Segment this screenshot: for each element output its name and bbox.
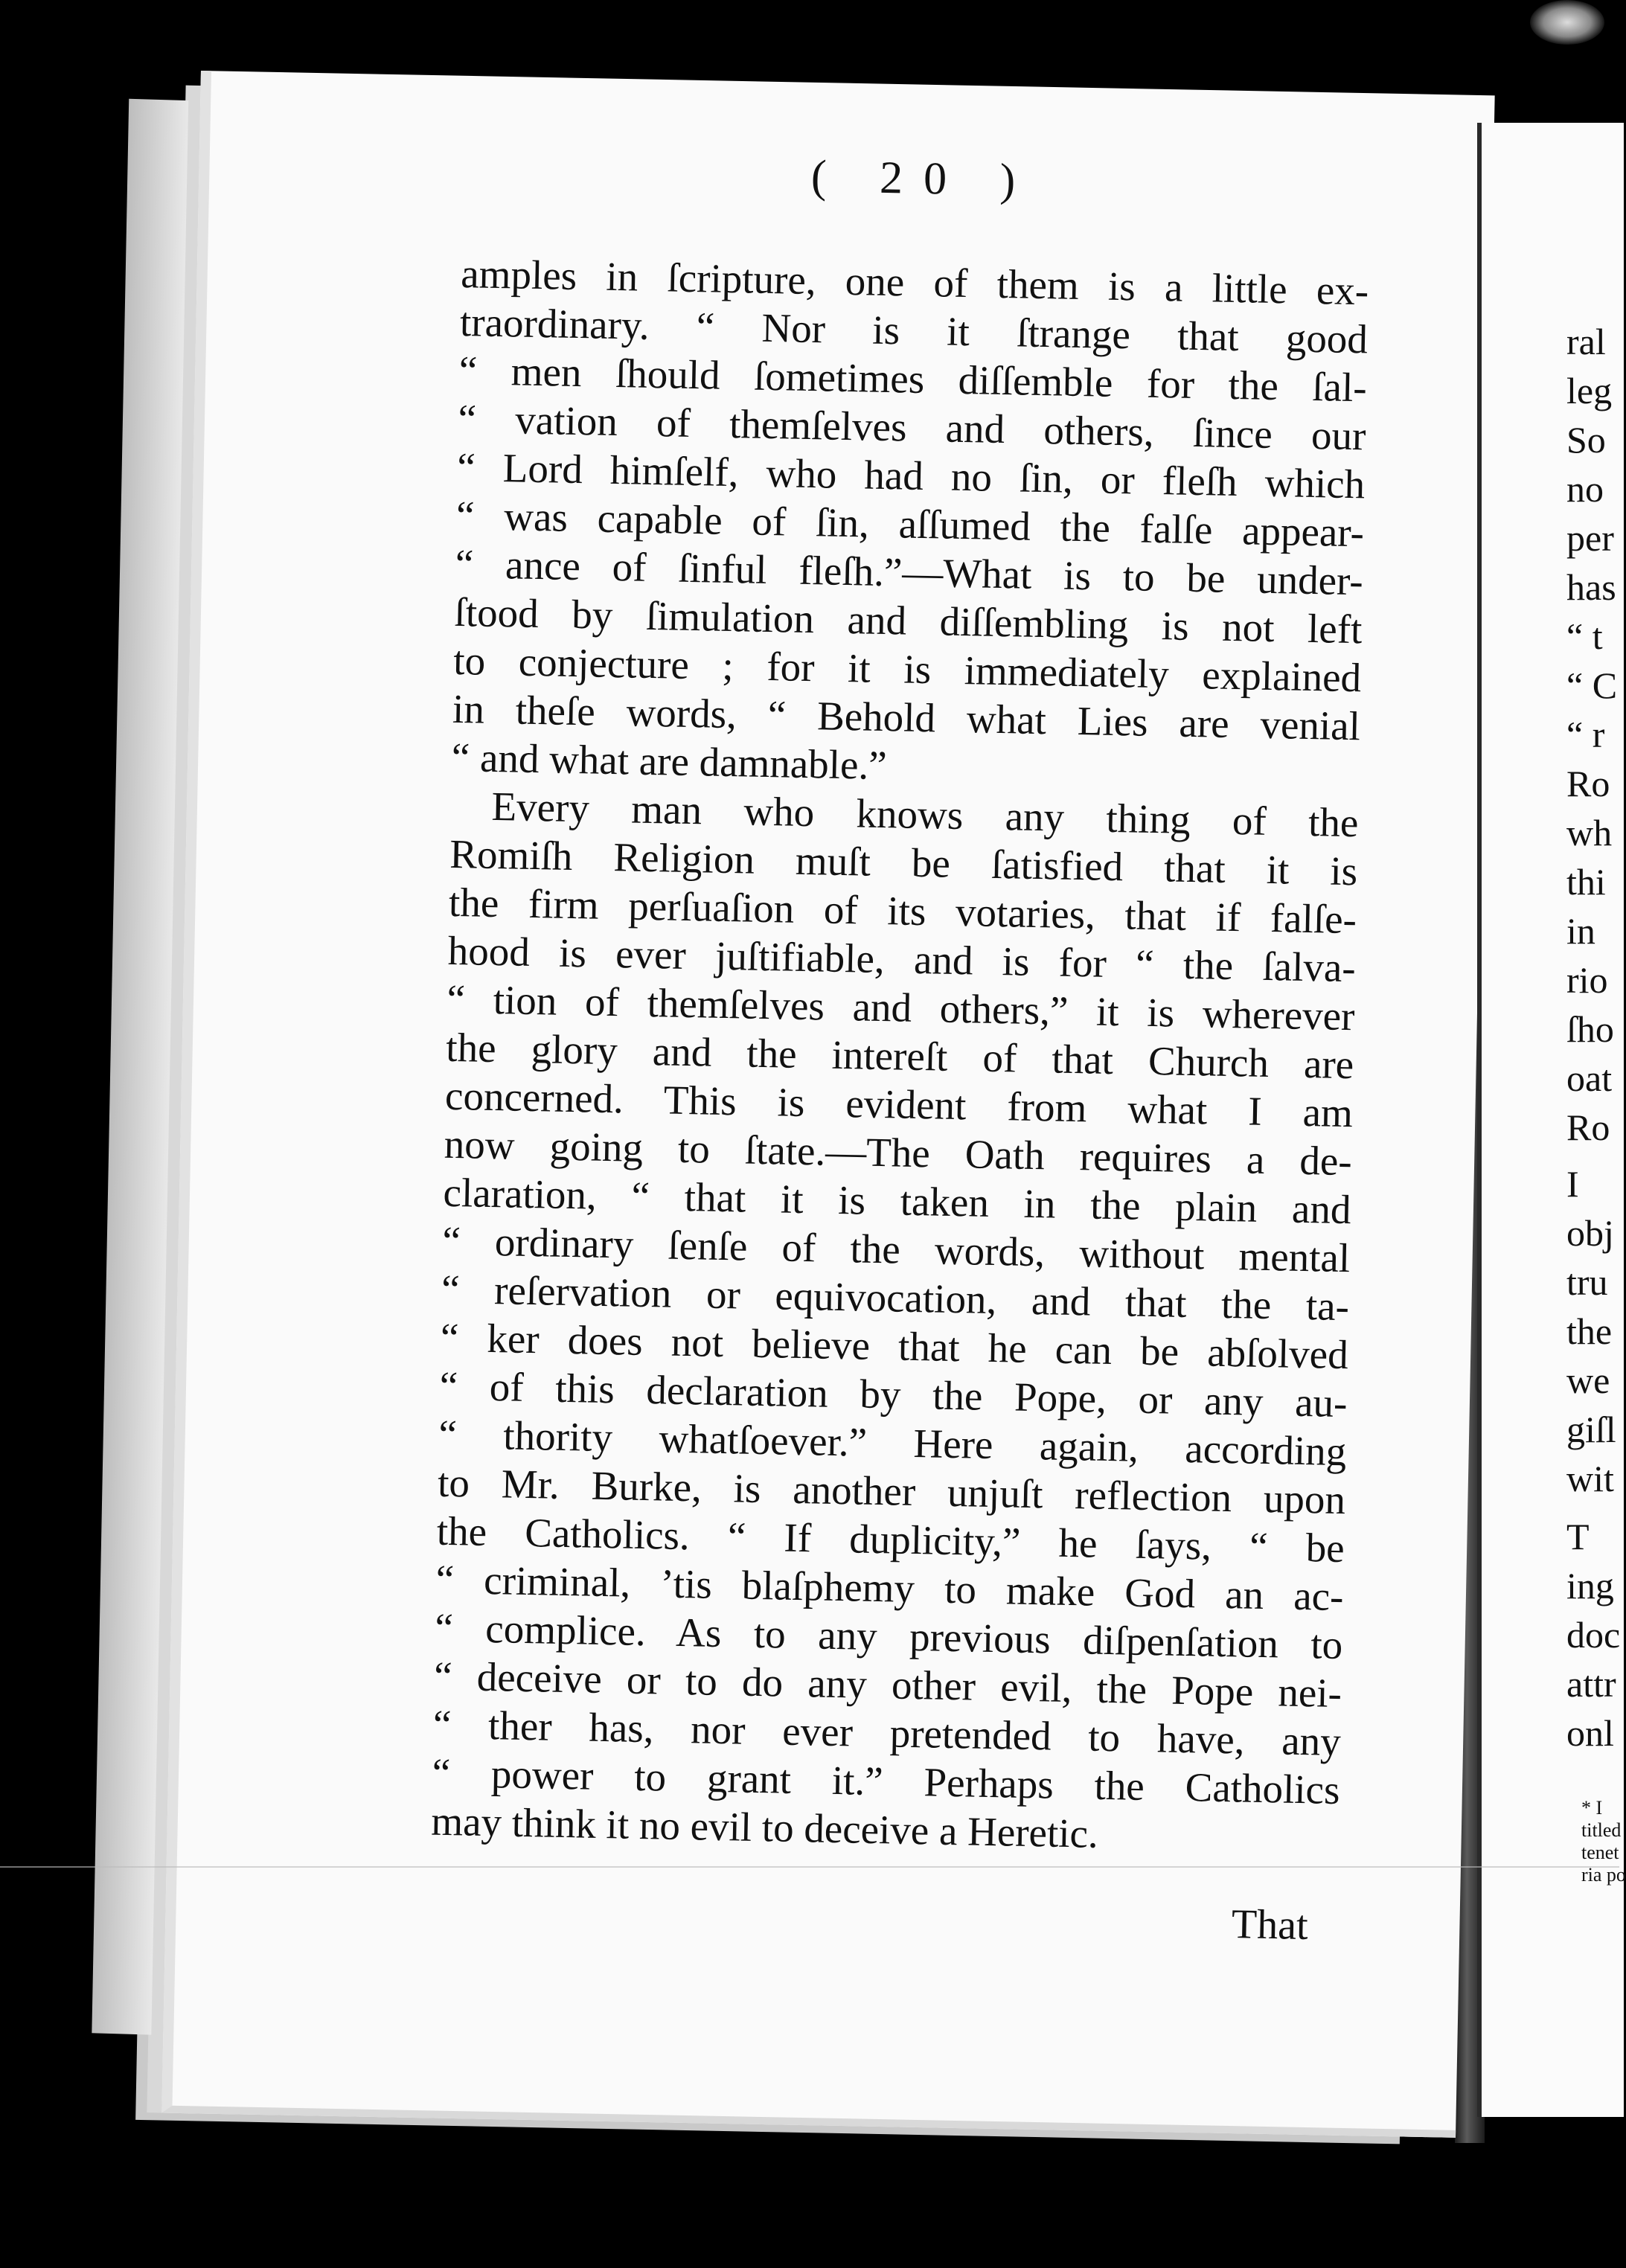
paragraph-start-line: Every man who knows any thing of the bbox=[491, 783, 1360, 846]
facing-page-fragment: ral bbox=[1566, 321, 1606, 362]
facing-page-fragment: attr bbox=[1566, 1663, 1616, 1705]
facing-page-fragment: So bbox=[1566, 419, 1606, 461]
facing-page-footnote-fragment: titled bbox=[1581, 1819, 1622, 1841]
body-text bbox=[431, 249, 1369, 1862]
facing-page-fragment: wit bbox=[1566, 1458, 1614, 1499]
facing-page-footnote-fragment: tenet bbox=[1581, 1842, 1619, 1863]
facing-page-fragment: “ t bbox=[1566, 615, 1603, 657]
text-line: concerned. This is evident from what I am bbox=[444, 1072, 1354, 1136]
text-line: “ Lord himſelf, who had no ſin, or fleſh which bbox=[456, 443, 1366, 507]
text-line: “ deceive or to do any other evil, the Pope nei- bbox=[433, 1653, 1342, 1717]
text-line: in theſe words, “ Behold what Lies are venial bbox=[452, 685, 1361, 749]
text-line: to conjecture ; for it is immediately explained bbox=[452, 637, 1362, 701]
text-line: ſtood by ſimulation and diſſembling is not left bbox=[454, 589, 1363, 653]
text-line: “ tion of themſelves and others,” it is wherever bbox=[446, 976, 1356, 1040]
facing-page-fragment: Ro bbox=[1566, 1106, 1610, 1148]
facing-page-fragment: doc bbox=[1566, 1614, 1621, 1656]
page-number: ( 20 ) bbox=[810, 151, 1037, 206]
facing-page-footnote-fragment: ria po bbox=[1581, 1864, 1626, 1886]
text-line: “ was capable of ſin, aſſumed the falſe appear- bbox=[455, 492, 1365, 556]
text-line: “ ther has, nor ever pretended to have, any bbox=[432, 1701, 1342, 1765]
text-line: hood is ever juſtifiable, and is for “ the ſalva- bbox=[447, 927, 1357, 991]
facing-page-fragment: leg bbox=[1566, 370, 1613, 411]
text-line: “ criminal, ’tis blaſphemy to make God an ac- bbox=[435, 1556, 1345, 1620]
facing-page-fragment: rio bbox=[1566, 959, 1608, 1001]
text-line: now going to ſtate.—The Oath requires a de- bbox=[444, 1121, 1353, 1185]
text-line: Romiſh Religion muſt be ſatisfied that it is bbox=[449, 830, 1358, 894]
facing-page-footnote-fragment: * I bbox=[1581, 1797, 1603, 1819]
catchword: That bbox=[1231, 1901, 1309, 1949]
text-line: “ vation of themſelves and others, ſince our bbox=[458, 395, 1366, 459]
facing-page-fragment: “ r bbox=[1566, 714, 1605, 755]
text-line: the firm perſuaſion of its votaries, that if falſe- bbox=[448, 879, 1357, 943]
text-line: the Catholics. “ If duplicity,” he ſays, “ be bbox=[436, 1508, 1345, 1572]
text-line: “ thority whatſoever.” Here again, according bbox=[438, 1411, 1347, 1475]
facing-page-fragment: per bbox=[1566, 517, 1614, 559]
facing-page-fragment: we bbox=[1566, 1359, 1610, 1401]
facing-page-fragment: thi bbox=[1566, 861, 1606, 903]
text-line: “ and what are damnable.” bbox=[451, 734, 888, 789]
facing-page-fragment: obj bbox=[1566, 1212, 1614, 1254]
text-line: “ ance of ſinful fleſh.”—What is to be under- bbox=[455, 540, 1364, 604]
text-line: “ of this declaration by the Pope, or any au- bbox=[439, 1362, 1348, 1426]
facing-page-fragment: ſho bbox=[1566, 1008, 1614, 1050]
facing-page-fragment: I bbox=[1566, 1163, 1579, 1205]
scan-artifact bbox=[1530, 0, 1604, 45]
facing-page-fragment: oat bbox=[1566, 1057, 1613, 1099]
text-line: claration, “ that it is taken in the plain and bbox=[443, 1169, 1352, 1233]
text-line: amples in ſcripture, one of them is a little ex- bbox=[460, 250, 1369, 314]
text-line: “ power to grant it.” Perhaps the Catholics bbox=[432, 1749, 1341, 1813]
facing-page-fragment: ing bbox=[1566, 1565, 1614, 1606]
facing-page-fragment: wh bbox=[1566, 812, 1613, 853]
text-line: “ men ſhould ſometimes diſſemble for the ſal- bbox=[458, 347, 1368, 411]
facing-page-fragment: tru bbox=[1566, 1261, 1608, 1303]
facing-page-fragment: has bbox=[1566, 566, 1616, 608]
text-line: to Mr. Burke, is another unjuſt reflection upon bbox=[437, 1459, 1346, 1523]
facing-page-fragment: giſl bbox=[1566, 1409, 1616, 1450]
scan-line-artifact bbox=[0, 1866, 1619, 1868]
text-line: traordinary. “ Nor is it ſtrange that good bbox=[459, 298, 1369, 362]
text-line: “ reſervation or equivocation, and that the ta- bbox=[441, 1266, 1350, 1330]
facing-page-fragment: the bbox=[1566, 1310, 1613, 1352]
text-line: the glory and the intereſt of that Church are bbox=[445, 1024, 1354, 1088]
text-line: “ ordinary ſenſe of the words, without mental bbox=[441, 1217, 1351, 1281]
text-line: “ ker does not believe that he can be abſolved bbox=[440, 1314, 1349, 1378]
facing-page-fragment: “ C bbox=[1566, 664, 1618, 706]
facing-page-fragment: no bbox=[1566, 468, 1604, 510]
text-line: “ complice. As to any previous diſpenſation to bbox=[434, 1604, 1343, 1668]
facing-page-fragment: in bbox=[1566, 910, 1595, 952]
facing-page-fragment: T bbox=[1566, 1516, 1590, 1557]
facing-page-fragment: onl bbox=[1566, 1712, 1614, 1754]
facing-page-fragment: Ro bbox=[1566, 763, 1610, 804]
text-line: may think it no evil to deceive a Heretic. bbox=[430, 1798, 1099, 1857]
